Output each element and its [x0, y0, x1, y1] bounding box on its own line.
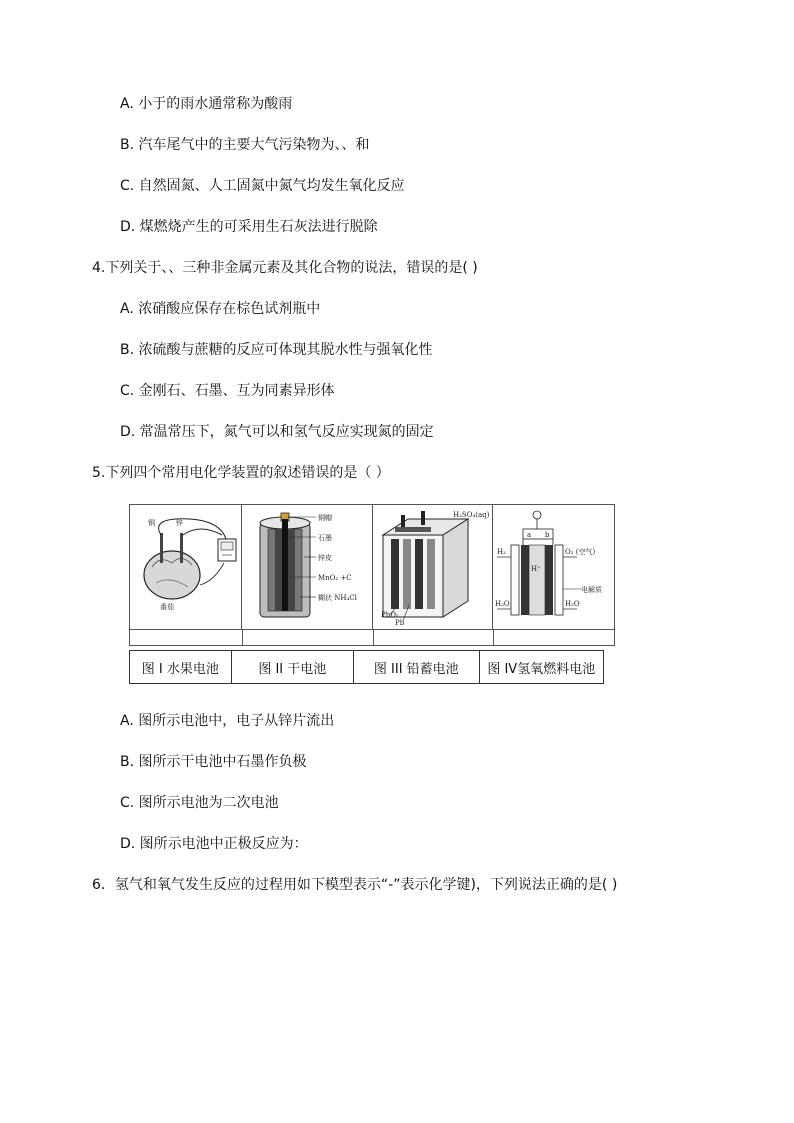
fig3-label-pbo2: PbO₂ — [381, 611, 399, 619]
fig1-label-tomato: 番茄 — [160, 603, 174, 611]
caption-figure-1: 图 I 水果电池 — [130, 651, 232, 683]
fig2-label-copper-cap: 铜帽 — [318, 514, 332, 522]
dry-cell-drawing — [242, 505, 373, 629]
q4-option-b: B. 浓硫酸与蔗糖的反应可体现其脱水性与强氧化性 — [120, 342, 433, 358]
q5-option-b: B. 图所示干电池中石墨作负极 — [120, 754, 307, 770]
q4-option-d: D. 常温常压下，氮气可以和氢气反应实现氮的固定 — [120, 424, 434, 440]
caption-figure-4: 图 IV氢氧燃料电池 — [487, 661, 596, 677]
q3-option-d: D. 煤燃烧产生的可采用生石灰法进行脱除 — [120, 219, 378, 235]
q5-option-d: D. 图所示电池中正极反应为： — [120, 836, 308, 852]
fig1-label-copper: 铜 — [148, 519, 155, 527]
q5-option-a: A. 图所示电池中，电子从锌片流出 — [120, 713, 335, 729]
figure-4-fuel-cell — [493, 505, 616, 629]
fig1-label-zinc: 锌 — [176, 519, 183, 527]
q3-option-c: C. 自然固氮、人工固氮中氮气均发生氧化反应 — [120, 178, 405, 194]
caption-figure-3: 图 III 铅蓄电池 — [354, 651, 479, 683]
caption-figure-2: 图 II 干电池 — [232, 651, 354, 683]
fruit-battery-drawing — [130, 505, 242, 629]
q5-caption-table — [129, 650, 604, 684]
q3-option-a: A. 小于的雨水通常称为酸雨 — [120, 96, 293, 112]
q6-stem: 6．氢气和氧气发生反应的过程用如下模型表示“-”表示化学键)，下列说法正确的是( ) — [92, 877, 618, 893]
fig2-label-zinc-shell: 锌皮 — [318, 554, 332, 562]
fig4-label-h-plus: H⁺ — [531, 565, 541, 573]
q3-option-b: B. 汽车尾气中的主要大气污染物为、、和 — [120, 137, 370, 153]
fig4-label-a: a — [527, 531, 532, 539]
fig2-label-nh4cl: 糊状 NH₄Cl — [318, 594, 357, 602]
q5-stem: 5.下列四个常用电化学装置的叙述错误的是（ ） — [92, 465, 390, 481]
fuel-cell-drawing — [493, 505, 616, 629]
q5-figure-table — [129, 504, 615, 646]
fig4-label-o2-air: O₂ (空气) — [565, 548, 596, 556]
lead-acid-battery-drawing — [373, 505, 493, 629]
q4-option-a: A. 浓硝酸应保存在棕色试剂瓶中 — [120, 301, 321, 317]
figure-2-dry-cell — [242, 505, 373, 629]
q4-stem: 4.下列关于、、三种非金属元素及其化合物的说法，错误的是( ) — [92, 260, 478, 276]
fig2-label-mno2: MnO₂ +C — [318, 574, 352, 582]
q5-option-c: C. 图所示电池为二次电池 — [120, 795, 279, 811]
figure-table-empty-row — [130, 629, 614, 646]
fig2-label-graphite: 石墨 — [318, 534, 332, 542]
fig4-label-h2o-left: H₂O — [495, 600, 510, 608]
figure-3-lead-acid-battery — [373, 505, 493, 629]
fig3-label-pb: Pb — [395, 619, 405, 627]
figure-1-fruit-battery — [130, 505, 242, 629]
fig3-label-h2so4: H₂SO₄(aq) — [453, 511, 490, 519]
fig4-label-b: b — [545, 531, 550, 539]
fig4-label-electrolyte: 电解质 — [581, 586, 602, 594]
fig4-label-h2o-right: H₂O — [565, 600, 580, 608]
q4-option-c: C. 金刚石、石墨、互为同素异形体 — [120, 383, 335, 399]
fig4-label-h2: H₂ — [497, 548, 506, 556]
